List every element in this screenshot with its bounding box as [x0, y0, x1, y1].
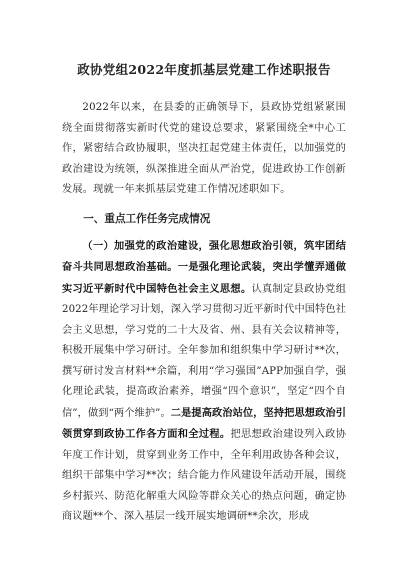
- section-heading: 一、重点工作任务完成情况: [83, 212, 211, 225]
- item-1-text-a: 认真制定县政协党组2022年理论学习计划，深入学习贯彻习近平新时代中国特色社会主义思想，学习党的二十大及省、州、县有关会议精神等，积极开展集中学习研讨。全年参加和组织集中学习研讨**次，撰写研讨发言材料**余篇，利用“学习强国”APP加强自学，强化理论武装，提高政治素养，增强“四个意识”，坚定“四个自信”，做到“两个维护”。: [62, 283, 346, 419]
- item-1-text-b: 把思想政治建设列入政协年度工作计划，贯穿到业务工作中，全年利用政协各种会议，组织干部集中学习**次；结合能力作风建设年活动开展，围绕乡村振兴、防范化解重大风险等群众关心的热点问题，确定协商议题**个、深入基层一线开展实地调研**余次，形成: [62, 429, 346, 522]
- document-title: 政协党组2022年度抓基层党建工作述职报告: [77, 62, 331, 77]
- item-1-bold-b: 二是提高政治站位，坚持把思想政治引领贯穿到政协工作各方面和全过程。: [62, 406, 346, 440]
- intro-paragraph: 2022年以来，在县委的正确领导下，县政协党组紧紧围绕全面贯彻落实新时代党的建设总要求，紧紧围绕全*中心工作，紧密结合政协履职，坚决扛起党建主体责任，以加强党的政治建设为统领，纵深推进全面从严治党，促进政协工作创新发展。现就一年来抓基层党建工作情况述职如下。: [62, 102, 346, 195]
- item-1-bold-a: （一）加强党的政治建设，强化思想政治引领，筑牢团结奋斗共同思想政治基础。一是强化理论武装，突出学懂弄通做实习近平新时代中国特色社会主义思想。: [62, 239, 346, 295]
- item-1-paragraph: [62, 236, 346, 528]
